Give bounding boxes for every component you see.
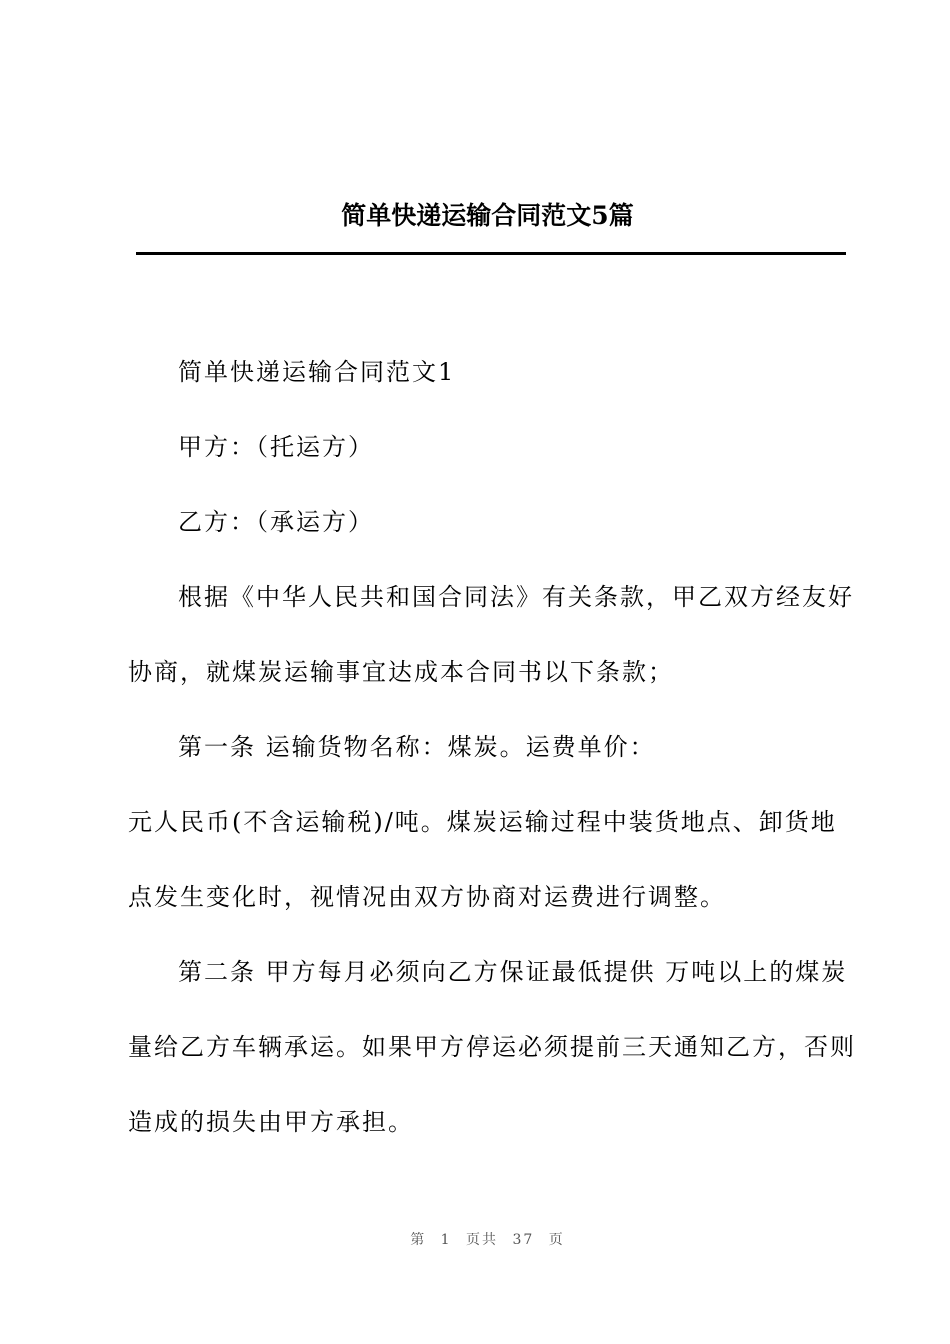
article-1-line-3: 点发生变化时，视情况由双方协商对运费进行调整。: [128, 883, 726, 911]
article-1-line-2: 元人民币(不含运输税)/吨。煤炭运输过程中装货地点、卸货地: [128, 808, 837, 836]
article-2-line-1: 第二条 甲方每月必须向乙方保证最低提供 万吨以上的煤炭: [178, 958, 848, 986]
party-a-line: 甲方：（托运方）: [178, 433, 374, 461]
page-number: 第 1 页共 37 页: [410, 1232, 565, 1248]
preamble-line-1: 根据《中华人民共和国合同法》有关条款，甲乙双方经友好: [178, 583, 854, 611]
document-title: 简单快递运输合同范文5篇: [341, 201, 634, 230]
article-2-line-3: 造成的损失由甲方承担。: [128, 1108, 414, 1136]
party-b-line: 乙方：（承运方）: [178, 508, 374, 536]
section-heading: 简单快递运输合同范文1: [178, 358, 456, 386]
article-1-line-1: 第一条 运输货物名称：煤炭。运费单价：: [178, 733, 656, 761]
title-divider: [136, 252, 846, 255]
preamble-line-2: 协商，就煤炭运输事宜达成本合同书以下条款；: [128, 658, 674, 686]
article-2-line-2: 量给乙方车辆承运。如果甲方停运必须提前三天通知乙方，否则: [128, 1033, 856, 1061]
